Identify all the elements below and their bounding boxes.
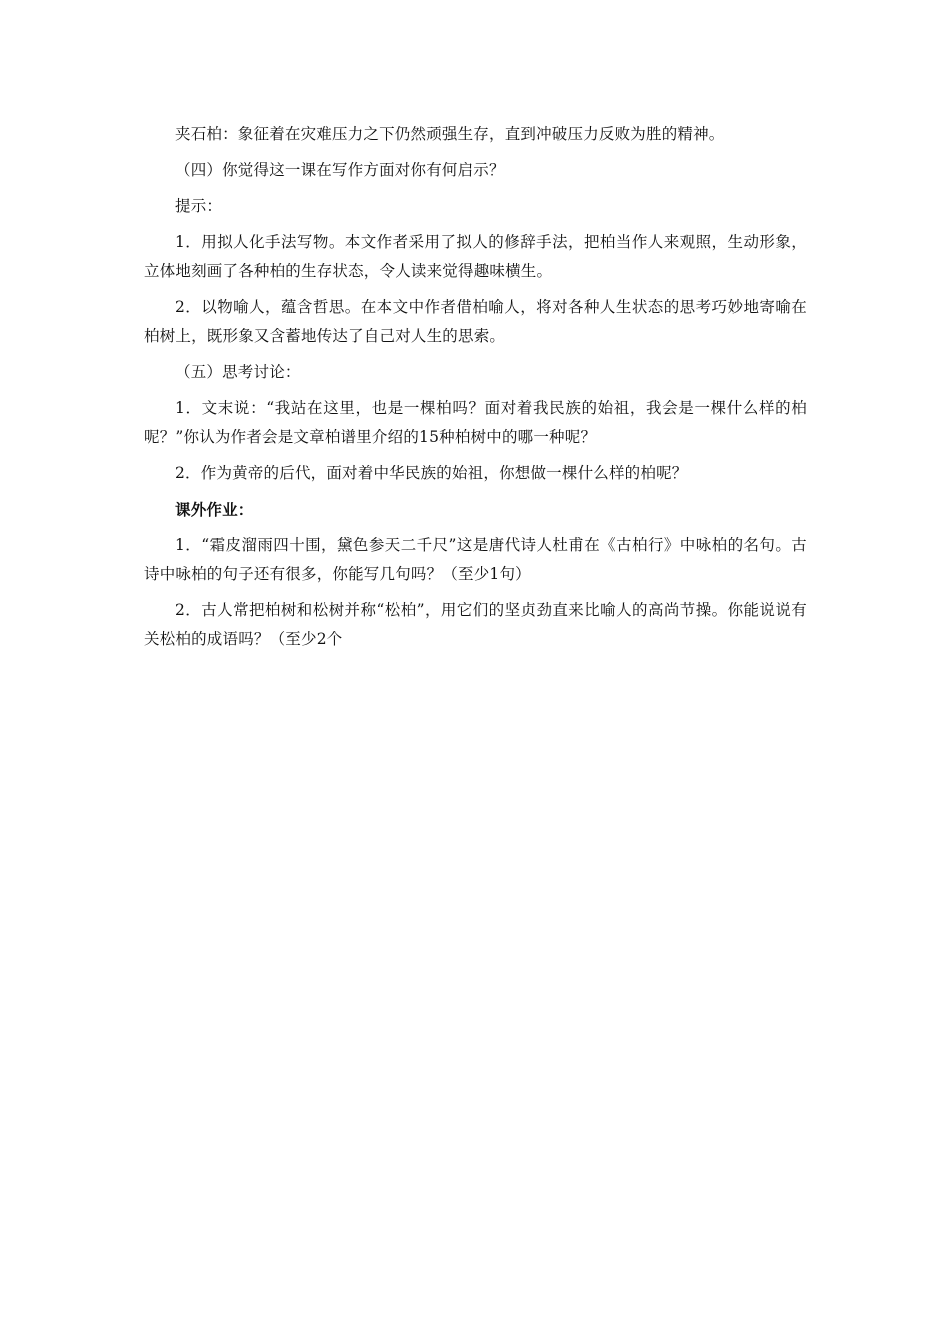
homework-item-1: 1．“霜皮溜雨四十围，黛色参天二千尺”这是唐代诗人杜甫在《古柏行》中咏柏的名句。古诗中咏柏的句子还有很多，你能写几句吗？（至少1句） — [144, 536, 807, 583]
hint-label: 提示： — [175, 197, 223, 215]
homework-item-2: 2．古人常把柏树和松树并称“松柏”，用它们的坚贞劲直来比喻人的高尚节操。你能说说有关松柏的成语吗？（至少2个 — [144, 601, 807, 648]
question-four: （四）你觉得这一课在写作方面对你有何启示？ — [175, 161, 505, 179]
homework-heading: 课外作业： — [175, 500, 254, 519]
document-body — [144, 120, 807, 661]
hint-item-2: 2．以物喻人，蕴含哲思。在本文中作者借柏喻人，将对各种人生状态的思考巧妙地寄喻在柏树上，既形象又含蓄地传达了自己对人生的思索。 — [144, 298, 807, 345]
discussion-item-1: 1．文末说：“我站在这里，也是一棵柏吗？面对着我民族的始祖，我会是一棵什么样的柏呢？”你认为作者会是文章柏谱里介绍的15种柏树中的哪一种呢？ — [144, 399, 807, 446]
question-five: （五）思考讨论： — [175, 363, 301, 381]
hint-item-1: 1．用拟人化手法写物。本文作者采用了拟人的修辞手法，把柏当作人来观照，生动形象，立体地刻画了各种柏的生存状态，令人读来觉得趣味横生。 — [144, 233, 807, 280]
paragraph-jiashibai: 夹石柏：象征着在灾难压力之下仍然顽强生存，直到冲破压力反败为胜的精神。 — [175, 125, 725, 143]
discussion-item-2: 2．作为黄帝的后代，面对着中华民族的始祖，你想做一棵什么样的柏呢？ — [175, 464, 688, 482]
